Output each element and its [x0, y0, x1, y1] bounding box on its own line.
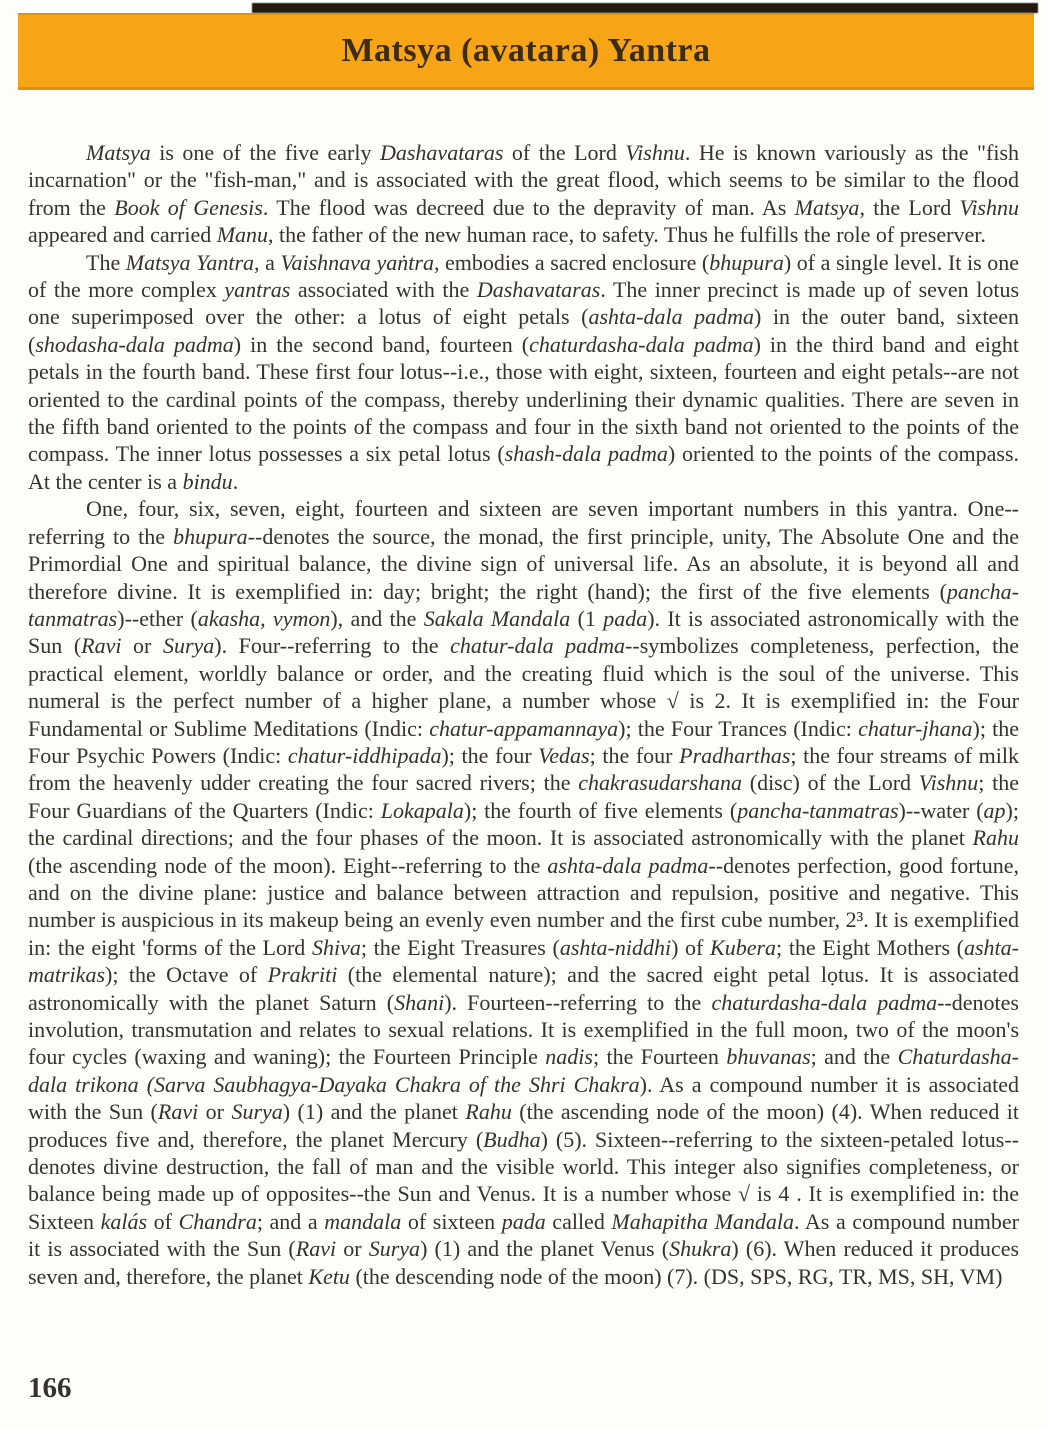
text-segment: ). Fourteen--referring to the: [444, 989, 712, 1015]
text-segment: ); the Four Psychic Powers (Indic:: [28, 715, 1019, 768]
text-segment: or: [336, 1236, 369, 1262]
text-segment: of: [147, 1208, 179, 1234]
italic-text-segment: Matsya Yantra: [125, 249, 255, 275]
text-segment: . As a compound number it is associated with the Sun (: [28, 1208, 1019, 1262]
paragraph: [28, 495, 1019, 1290]
text-segment: ; and a: [256, 1208, 325, 1234]
italic-text-segment: ashta-dala padma: [588, 304, 755, 330]
italic-text-segment: chaturdasha-dala padma: [711, 989, 938, 1015]
italic-text-segment: chatur-jhana: [858, 715, 973, 741]
text-segment: or: [121, 633, 163, 659]
text-segment: of sixteen: [401, 1208, 502, 1234]
italic-text-segment: Surya: [368, 1236, 421, 1262]
text-segment: is one of the five early: [150, 140, 380, 165]
text-segment: or: [198, 1099, 232, 1125]
text-segment: The: [86, 249, 126, 275]
italic-text-segment: Vaishnava yaṅtra: [280, 249, 434, 275]
italic-text-segment: Rahu: [465, 1099, 512, 1125]
text-segment: (disc) of the Lord: [742, 770, 919, 796]
italic-text-segment: yantras: [224, 277, 291, 303]
text-segment: ). It is associated astronomically with the Sun (: [28, 605, 1020, 659]
italic-text-segment: Chandra: [178, 1208, 257, 1234]
text-segment: ) (1) and the planet: [282, 1099, 466, 1125]
italic-text-segment: Mahapitha Mandala: [611, 1208, 795, 1234]
italic-text-segment: nadis: [545, 1044, 593, 1070]
italic-text-segment: pancha-tanmatras: [28, 578, 1019, 631]
text-segment: (1: [570, 605, 604, 631]
italic-text-segment: Matsya: [794, 194, 860, 220]
text-segment: --denotes involution, transmutation and relates to sexual relations. It is exemplified in the full moon, two of the moon's four cycles (waxing and waning); the Fourteen Principle: [28, 989, 1019, 1070]
italic-text-segment: Matsya: [86, 140, 151, 165]
italic-text-segment: kalás: [100, 1208, 148, 1234]
italic-text-segment: bhupura: [709, 249, 784, 275]
text-segment: ; the four streams of milk from the heavenly udder creating the four sacred rivers; the: [28, 742, 1019, 796]
print-artifact-strip: [252, 3, 1038, 13]
text-segment: , a: [254, 249, 281, 275]
italic-text-segment: ashta-matrikas: [28, 934, 1019, 988]
italic-text-segment: Vishnu: [959, 194, 1019, 220]
italic-text-segment: mandala: [324, 1208, 402, 1234]
text-segment: --denotes perfection, good fortune, and on the divine plane: justice and balance between attraction and repulsion, positive and negative. This number is auspicious in its makeup being an evenly even number and the first cube number, 2³. It is exemplified in: the eight 'forms of the Lord: [28, 852, 1020, 960]
text-segment: ; the Four Guardians of the Quarters (Indic:: [28, 770, 1019, 823]
text-segment: (the ascending node of the moon) (4). When reduced it produces five and, therefore, the planet Mercury (: [28, 1099, 1019, 1152]
italic-text-segment: Surya: [162, 633, 215, 659]
italic-text-segment: pada: [603, 605, 648, 631]
italic-text-segment: bhupura: [173, 523, 248, 549]
text-segment: (the descending node of the moon) (7). (DS, SPS, RG, TR, MS, SH, VM): [349, 1263, 1003, 1289]
paragraph: [28, 139, 1019, 249]
text-segment: , the Lord: [859, 194, 960, 220]
text-segment: ) (5). Sixteen--referring to the sixteen-petaled lotus--denotes divine destruction, the fall of man and the visible world. This integer also signifies completeness, or balance being made up of opposites--the Sun and Venus. It is a number whose √ is 4 . It is exemplified in: the Sixteen: [28, 1126, 1019, 1234]
italic-text-segment: bindu: [182, 468, 233, 494]
italic-text-segment: chatur-dala padma: [450, 633, 626, 659]
text-segment: ; the four: [589, 742, 680, 768]
paragraph: [28, 249, 1019, 496]
text-segment: , the father of the new human race, to safety. Thus he fulfills the role of preserver.: [268, 222, 986, 248]
italic-text-segment: Lokapala: [380, 797, 464, 823]
italic-text-segment: Surya: [231, 1099, 283, 1125]
text-segment: )--water (: [898, 797, 984, 823]
text-segment: )--ether (: [117, 605, 198, 631]
italic-text-segment: chaturdasha-dala padma: [529, 331, 754, 357]
title-band: [18, 13, 1034, 90]
italic-text-segment: chakrasudarshana: [578, 770, 742, 796]
text-segment: --symbolizes completeness, perfection, the practical element, worldly balance or order, and the creating fluid which is the soul of the universe. This numeral is the perfect number of a higher plane, a number whose √ is 2. It is exemplified in: the Four Fundamental or Sublime Meditations (Indic:: [28, 633, 1019, 741]
italic-text-segment: Dashavataras: [476, 277, 601, 303]
text-segment: , embodies a sacred enclosure (: [433, 249, 710, 275]
italic-text-segment: Dashavataras: [379, 140, 504, 165]
text-segment: ) (6). When reduced it produces seven and, therefore, the planet: [28, 1236, 1020, 1289]
italic-text-segment: akasha, vymon: [197, 605, 331, 631]
italic-text-segment: ashta-dala padma: [547, 852, 709, 878]
text-segment: ), and the: [330, 605, 424, 631]
text-segment: ); the Octave of: [105, 962, 268, 988]
italic-text-segment: shodasha-dala padma: [35, 331, 234, 357]
text-segment: ) of a single level. It is one of the more complex: [28, 249, 1020, 303]
text-segment: ); the fourth of five elements (: [463, 797, 738, 823]
italic-text-segment: Ravi: [295, 1236, 337, 1262]
italic-text-segment: Kubera: [710, 934, 777, 960]
text-segment: ; and the: [810, 1044, 898, 1070]
text-segment: ) in the third band and eight petals in the fourth band. These first four lotus--i.e., those with eight, sixteen, fourteen and eight petals--are not oriented to the cardinal points of the compass, thereby underlining their dynamic qualities. There are seven in the fifth band oriented to the points of the compass and four in the sixth band not oriented to the points of the compass. The inner lotus possesses a six petal lotus (: [28, 331, 1020, 467]
text-segment: ; the Fourteen: [592, 1044, 727, 1070]
italic-text-segment: chatur-appamannaya: [429, 715, 619, 741]
text-segment: ). Four--referring to the: [214, 633, 451, 659]
italic-text-segment: Sakala Mandala: [423, 605, 571, 631]
italic-text-segment: Book of Genesis: [114, 194, 263, 220]
text-segment: appeared and carried: [28, 222, 217, 248]
italic-text-segment: chatur-iddhipada: [287, 742, 442, 768]
italic-text-segment: Vishnu: [918, 770, 979, 796]
text-segment: (the elemental nature); and the sacred eight petal lọtus. It is associated astronomically with the planet Saturn (: [28, 962, 1019, 1015]
italic-text-segment: ashta-niddhi: [559, 934, 672, 960]
italic-text-segment: Shani: [394, 989, 445, 1015]
text-segment: ). As a compound number it is associated with the Sun (: [28, 1071, 1019, 1125]
italic-text-segment: ap: [983, 797, 1006, 823]
text-segment: .: [232, 468, 239, 494]
text-segment: ); the Four Trances (Indic:: [618, 715, 859, 741]
italic-text-segment: shash-dala padma: [504, 441, 668, 467]
text-segment: ); the four: [441, 742, 539, 768]
text-segment: ; the Eight Mothers (: [776, 934, 964, 960]
page-title: Matsya (avatara) Yantra: [341, 32, 711, 69]
italic-text-segment: Ravi: [157, 1099, 199, 1125]
italic-text-segment: Vishnu: [625, 140, 685, 165]
italic-text-segment: Pradharthas: [679, 742, 791, 768]
italic-text-segment: pancha-tanmatras: [737, 797, 899, 823]
italic-text-segment: pada: [501, 1208, 546, 1234]
italic-text-segment: Vedas: [538, 742, 590, 768]
italic-text-segment: Shiva: [311, 934, 361, 960]
italic-text-segment: Shukra: [669, 1236, 732, 1262]
italic-text-segment: Rahu: [972, 825, 1019, 851]
text-segment: . The flood was decreed due to the depravity of man. As: [262, 194, 795, 220]
page-number: 166: [28, 1372, 72, 1404]
text-segment: called: [545, 1208, 612, 1234]
text-segment: ) in the second band, fourteen (: [233, 331, 530, 357]
italic-text-segment: Manu: [216, 222, 269, 248]
text-segment: ) in the outer band, sixteen (: [28, 304, 1019, 357]
text-segment: ) (1) and the planet Venus (: [420, 1236, 670, 1262]
text-segment: associated with the: [290, 277, 477, 303]
text-segment: . He is known variously as the "fish incarnation" or the "fish-man," and is associated with the great flood, which seems to be similar to the flood from the: [28, 140, 1020, 220]
article-body: [28, 139, 1019, 1290]
text-segment: --denotes the source, the monad, the first principle, unity, The Absolute One and the Primordial One and spiritual balance, the divine sign of universal life. As an absolute, it is beyond all and therefore divine. It is exemplified in: day; bright; the right (hand); the first of the five elements (: [28, 523, 1020, 604]
italic-text-segment: bhuvanas: [726, 1044, 811, 1070]
italic-text-segment: Ketu: [308, 1263, 350, 1289]
text-segment: ); the cardinal directions; and the four phases of the moon. It is associated astronomically with the planet: [28, 797, 1019, 851]
italic-text-segment: Prakriti: [267, 962, 338, 988]
italic-text-segment: Ravi: [81, 633, 122, 659]
text-segment: ) of: [671, 934, 711, 960]
text-segment: One, four, six, seven, eight, fourteen and sixteen are seven important numbers in this yantra. One--referring to the: [28, 496, 1019, 549]
text-segment: (the ascending node of the moon). Eight--referring to the: [28, 852, 548, 878]
text-segment: . The inner precinct is made up of seven lotus one superimposed over the other: a lotus of eight petals (: [28, 277, 1019, 330]
italic-text-segment: Chaturdasha-dala trikona (Sarva Saubhagya-Dayaka Chakra of the Shri Chakra: [28, 1044, 1019, 1097]
text-segment: of the Lord: [503, 140, 626, 165]
italic-text-segment: Budha: [483, 1126, 541, 1152]
text-segment: ; the Eight Treasures (: [360, 934, 560, 960]
text-segment: ) oriented to the points of the compass. At the center is a: [28, 441, 1020, 494]
